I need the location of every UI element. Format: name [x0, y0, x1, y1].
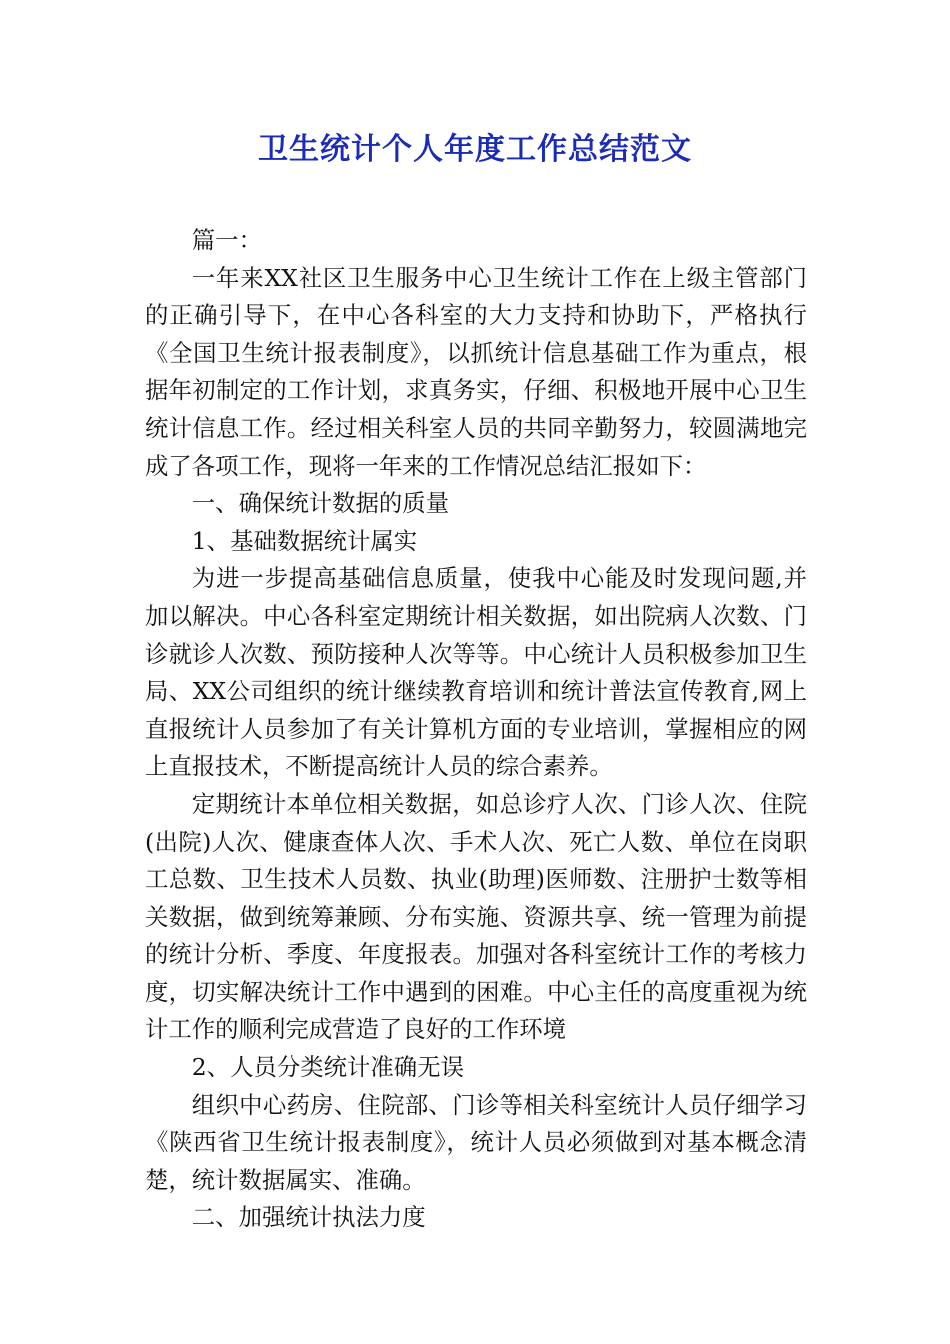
- paragraph-intro: 一年来XX社区卫生服务中心卫生统计工作在上级主管部门的正确引导下，在中心各科室的大力支持和协助下，严格执行《全国卫生统计报表制度》，以抓统计信息基础工作为重点，根据年初制定的工作计划，求真务实，仔细、积极地开展中心卫生统计信息工作。经过相关科室人员的共同辛勤努力，较圆满地完成了各项工作，现将一年来的工作情况总结汇报如下：: [145, 263, 807, 480]
- heading-1: 一、确保统计数据的质量: [191, 489, 450, 518]
- heading-2: 二、加强统计执法力度: [191, 1203, 426, 1232]
- subheading-1-2: 2、人员分类统计准确无误: [191, 1053, 464, 1082]
- subheading-1-1: 1、基础数据统计属实: [191, 526, 418, 555]
- document-body: [145, 222, 807, 1237]
- paragraph-basic-data: 为进一步提高基础信息质量，使我中心能及时发现问题,并加以解决。中心各科室定期统计相关数据，如出院病人次数、门诊就诊人次数、预防接种人次等等。中心统计人员积极参加卫生局、XX公司组织的统计继续教育培训和统计普法宣传教育,网上直报统计人员参加了有关计算机方面的专业培训，掌握相应的网上直报技术，不断提高统计人员的综合素养。: [145, 564, 807, 781]
- paragraph-staff-training: 组织中心药房、住院部、门诊等相关科室统计人员仔细学习《陕西省卫生统计报表制度》，统计人员必须做到对基本概念清楚，统计数据属实、准确。: [145, 1090, 807, 1194]
- paragraph-regular-stats: 定期统计本单位相关数据，如总诊疗人次、门诊人次、住院(出院)人次、健康查体人次、手术人次、死亡人数、单位在岗职工总数、卫生技术人员数、执业(助理)医师数、注册护士数等相关数据，做到统筹兼顾、分布实施、资源共享、统一管理为前提的统计分析、季度、年度报表。加强对各科室统计工作的考核力度，切实解决统计工作中遇到的困难。中心主任的高度重视为统计工作的顺利完成营造了良好的工作环境: [145, 789, 807, 1044]
- document-title: 卫生统计个人年度工作总结范文: [258, 132, 692, 167]
- section-label: 篇一：: [191, 226, 262, 254]
